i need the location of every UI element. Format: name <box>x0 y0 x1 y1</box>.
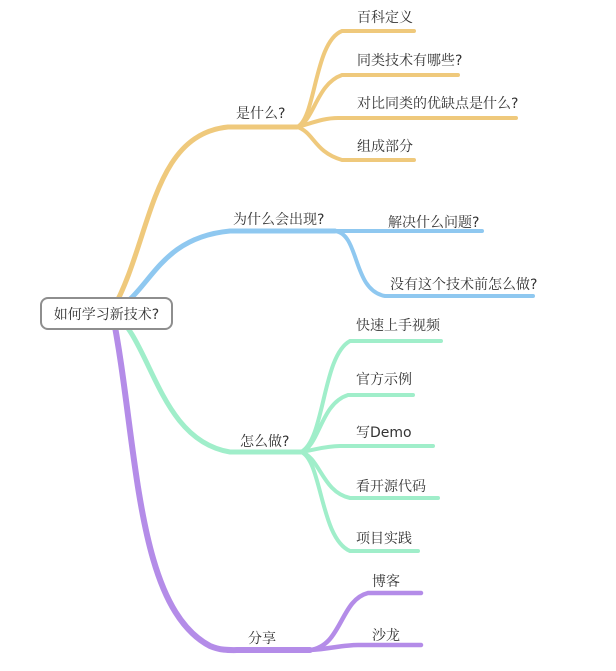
branch-curve-share <box>112 311 310 650</box>
branch-curve-blog <box>310 593 421 650</box>
branch-curve-encyclopedia-definition <box>297 31 414 127</box>
node-salon[interactable]: 沙龙 <box>372 628 400 644</box>
node-encyclopedia-definition[interactable]: 百科定义 <box>357 10 413 26</box>
node-components[interactable]: 组成部分 <box>357 139 413 155</box>
node-root[interactable]: 如何学习新技术? <box>40 297 173 330</box>
node-how-done-before[interactable]: 没有这个技术前怎么做? <box>390 277 538 293</box>
branch-curve-write-demo <box>301 446 433 452</box>
node-pros-cons-comparison[interactable]: 对比同类的优缺点是什么? <box>357 96 519 112</box>
node-official-examples[interactable]: 官方示例 <box>356 372 412 388</box>
node-similar-technologies[interactable]: 同类技术有哪些? <box>357 53 463 69</box>
node-quick-start-videos[interactable]: 快速上手视频 <box>356 318 440 334</box>
node-what-is-it[interactable]: 是什么? <box>236 106 286 122</box>
node-write-demo[interactable]: 写Demo <box>356 425 412 441</box>
node-blog[interactable]: 博客 <box>372 574 400 590</box>
node-what-problem-solved[interactable]: 解决什么问题? <box>388 215 480 231</box>
node-read-source-code[interactable]: 看开源代码 <box>356 479 426 495</box>
branch-curve-pros-cons-comparison <box>297 118 516 127</box>
node-project-practice[interactable]: 项目实践 <box>356 531 412 547</box>
branch-curve-how-to-do <box>112 311 301 452</box>
node-why-appeared[interactable]: 为什么会出现? <box>233 212 325 228</box>
node-share[interactable]: 分享 <box>248 631 276 647</box>
node-how-to-do[interactable]: 怎么做? <box>240 434 290 450</box>
branch-curve-salon <box>310 645 421 650</box>
